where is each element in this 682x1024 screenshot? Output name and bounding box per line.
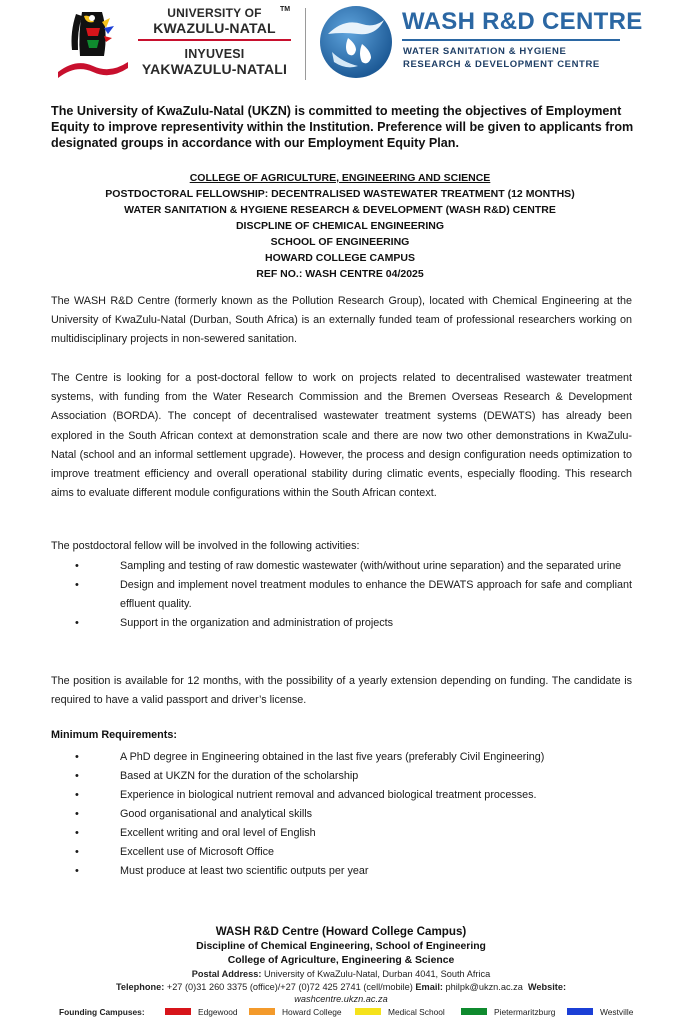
contact-line xyxy=(0,981,682,994)
ukzn-name-line-4: YAKWAZULU-NATALI xyxy=(141,61,288,77)
email-label: Email: xyxy=(415,981,443,992)
bullet: • xyxy=(75,846,79,858)
requirements-list xyxy=(51,748,632,881)
campus-name: Westville xyxy=(600,1007,634,1017)
founding-campuses xyxy=(59,1007,659,1020)
campus-name: Pietermaritzburg xyxy=(494,1007,556,1017)
campus-pietermaritzburg xyxy=(461,1007,555,1017)
website-label: Website: xyxy=(527,981,567,992)
ukzn-name-line-2: KWAZULU-NATAL xyxy=(153,20,276,36)
list-item xyxy=(51,748,632,767)
bullet: • xyxy=(75,827,79,839)
campus-name: HOWARD COLLEGE CAMPUS xyxy=(265,252,415,264)
campus-color-swatch xyxy=(461,1008,487,1015)
list-item xyxy=(51,862,632,881)
reference-number: REF NO.: WASH CENTRE 04/2025 xyxy=(256,268,424,280)
wash-centre-subtitle xyxy=(403,45,600,71)
campus-color-swatch xyxy=(249,1008,275,1015)
requirement-text: Good organisational and analytical skills xyxy=(120,808,313,820)
wash-blue-rule xyxy=(402,39,620,41)
activity-text: Support in the organization and administration of projects xyxy=(120,617,394,629)
list-item xyxy=(51,576,632,614)
campus-edgewood xyxy=(165,1007,238,1017)
campuses-label: Founding Campuses: xyxy=(59,1007,145,1017)
telephone-value: +27 (0)31 260 3375 (office)/+27 (0)72 425 2741 (cell/mobile) xyxy=(166,981,413,992)
postal-label: Postal Address: xyxy=(191,969,262,979)
requirements-heading: Minimum Requirements: xyxy=(51,729,177,741)
ukzn-name-line-1: UNIVERSITY OF xyxy=(167,6,262,20)
position-duration-paragraph: The position is available for 12 months, with the possibility of a yearly extension depending on funding. The candidate is required to have a valid passport and driver’s license. xyxy=(51,675,632,707)
list-item xyxy=(51,786,632,805)
list-item xyxy=(51,843,632,862)
fellowship-title: POSTDOCTORAL FELLOWSHIP: DECENTRALISED WASTEWATER TREATMENT (12 MONTHS) xyxy=(105,188,575,200)
campus-westville xyxy=(567,1007,633,1017)
bullet: • xyxy=(75,617,79,629)
campus-name: Medical School xyxy=(388,1007,445,1017)
campus-name: Howard College xyxy=(282,1007,342,1017)
school-name: SCHOOL OF ENGINEERING xyxy=(270,236,410,248)
bullet: • xyxy=(75,770,79,782)
campus-color-swatch xyxy=(165,1008,191,1015)
position-title-block xyxy=(40,170,640,282)
bullet: • xyxy=(75,751,79,763)
centre-description-paragraph: The WASH R&D Centre (formerly known as the Pollution Research Group), located with Chemical Engineering at the University of KwaZulu-Natal (Durban, South Africa) is an externally funded team of professional researchers working on multidisciplinary projects in non-sewered sanitation. xyxy=(51,295,632,346)
campus-color-swatch xyxy=(567,1008,593,1015)
centre-name: WATER SANITATION & HYGIENE RESEARCH & DEVELOPMENT (WASH R&D) CENTRE xyxy=(124,204,556,216)
activities-list xyxy=(51,557,632,633)
bullet: • xyxy=(75,789,79,801)
email-link[interactable]: philpk@ukzn.ac.za xyxy=(445,981,523,992)
campus-color-swatch xyxy=(355,1008,381,1015)
footer-discipline: Discipline of Chemical Engineering, School of Engineering xyxy=(196,941,486,952)
requirement-text: Experience in biological nutrient removal and advanced biological treatment processes. xyxy=(120,789,537,801)
college-name: COLLEGE OF AGRICULTURE, ENGINEERING AND SCIENCE xyxy=(189,172,491,184)
ukzn-crest-logo xyxy=(56,6,130,82)
ukzn-red-rule xyxy=(138,39,291,41)
letterhead xyxy=(0,0,682,90)
project-description-paragraph: The Centre is looking for a post-doctoral fellow to work on projects related to decentralised wastewater treatment systems, with funding from the Water Research Commission and the Bremen Overseas Research & Development Association (BORDA). The concept of decentralised wastewater treatment systems (DEWATS) has already been explored in the South African context at demonstration scale and there are now two other demonstrations in KwaZulu-Natal (school and an informal settlement upgrade). However, the process and design configuration needs optimization to improve treatment efficiency and overall operational stability during climatic events, especially flooding. This research aims to evaluate different module configurations within the South African context. xyxy=(51,372,632,500)
list-item xyxy=(51,557,632,576)
website-link[interactable]: washcentre.ukzn.ac.za xyxy=(294,994,388,1004)
footer-college: College of Agriculture, Engineering & Science xyxy=(227,955,455,966)
postal-address xyxy=(0,968,682,981)
trademark-mark: TM xyxy=(280,6,291,13)
list-item xyxy=(51,767,632,786)
ukzn-name-line-3: INYUVESI xyxy=(184,47,245,61)
contact-footer xyxy=(0,924,682,1006)
wash-centre-title: WASH R&D CENTRE xyxy=(402,8,643,35)
requirement-text: Excellent use of Microsoft Office xyxy=(120,846,275,858)
list-item xyxy=(51,824,632,843)
list-item xyxy=(51,614,632,633)
activity-text: Sampling and testing of raw domestic wastewater (with/without urine separation) and the separated urine xyxy=(120,560,622,572)
wash-subtitle-line-2: RESEARCH & DEVELOPMENT CENTRE xyxy=(403,59,600,70)
ukzn-wordmark xyxy=(132,6,297,77)
requirement-text: A PhD degree in Engineering obtained in the last five years (preferably Civil Engineering) xyxy=(120,751,545,763)
bullet: • xyxy=(75,579,79,591)
requirement-text: Excellent writing and oral level of English xyxy=(120,827,316,839)
activity-text: Design and implement novel treatment modules to enhance the DEWATS approach for safe and compliant effluent quality. xyxy=(120,579,632,610)
activities-intro: The postdoctoral fellow will be involved in the following activities: xyxy=(51,540,360,552)
bullet: • xyxy=(75,560,79,572)
requirement-text: Must produce at least two scientific outputs per year xyxy=(120,865,369,877)
footer-title: WASH R&D Centre (Howard College Campus) xyxy=(215,925,467,938)
requirement-text: Based at UKZN for the duration of the scholarship xyxy=(120,770,359,782)
bullet: • xyxy=(75,865,79,877)
postal-value: University of KwaZulu-Natal, Durban 4041, South Africa xyxy=(263,969,491,979)
wash-subtitle-line-1: WATER SANITATION & HYGIENE xyxy=(403,46,567,57)
campus-howard-college xyxy=(249,1007,342,1017)
discipline-name: DISCPLINE OF CHEMICAL ENGINEERING xyxy=(235,220,445,232)
wash-water-drop-logo xyxy=(318,4,394,80)
header-divider xyxy=(305,8,306,80)
campus-name: Edgewood xyxy=(198,1007,238,1017)
list-item xyxy=(51,805,632,824)
telephone-label: Telephone: xyxy=(115,981,165,992)
employment-equity-statement: The University of KwaZulu-Natal (UKZN) is committed to meeting the objectives of Employment Equity to improve representivity within the Institution. Preference will be given to applicants from designated groups in accordance with our Employment Equity Plan. xyxy=(51,104,634,150)
campus-medical-school xyxy=(355,1007,445,1017)
bullet: • xyxy=(75,808,79,820)
